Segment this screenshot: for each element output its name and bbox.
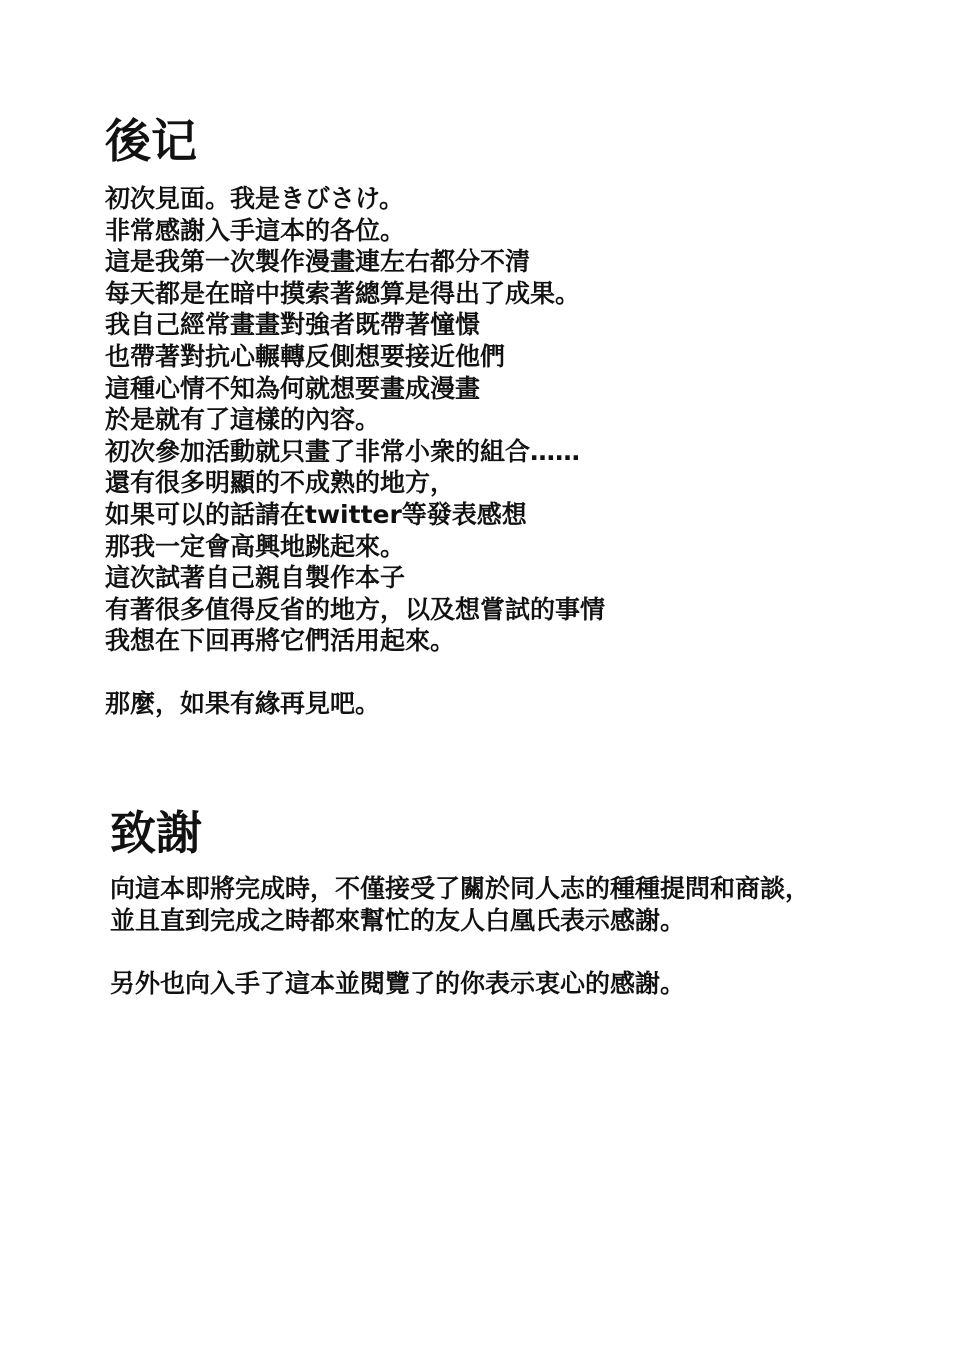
afterword-line: 這是我第一次製作漫畫連左右都分不清: [105, 247, 531, 277]
afterword-line: 如果可以的話請在twitter等發表感想: [105, 499, 527, 529]
afterword-line: 這種心情不知為何就想要畫成漫畫: [105, 373, 481, 403]
afterword-line: 初次參加活動就只畫了非常小衆的組合……: [105, 436, 581, 466]
thanks-extra-line: 另外也向入手了這本並閱覽了的你表示衷心的感謝。: [110, 969, 686, 998]
afterword-line: 非常感謝入手這本的各位。: [105, 215, 406, 245]
afterword-line: 每天都是在暗中摸索著總算是得出了成果。: [105, 278, 581, 308]
afterword-line: 這次試著自己親自製作本子: [105, 563, 406, 593]
afterword-line: 也帶著對抗心輾轉反側想要接近他們: [105, 341, 506, 371]
afterword-line: 我想在下回再將它們活用起來。: [105, 626, 456, 656]
thanks-line: 向這本即將完成時，不僅接受了關於同人志的種種提問和商談，: [110, 874, 811, 903]
afterword-line: 還有很多明顯的不成熟的地方，: [105, 468, 456, 498]
afterword-body: [105, 183, 605, 657]
thanks-line: 並且直到完成之時都來幫忙的友人白凰氏表示感謝。: [110, 905, 686, 935]
thanks-extra: [110, 968, 685, 1000]
afterword-line: 我自己經常畫畫對強者既帶著憧憬: [105, 310, 481, 340]
afterword-closing: [105, 688, 380, 720]
afterword-line: 那我一定會高興地跳起來。: [105, 531, 406, 561]
closing-line: 那麼，如果有緣再見吧。: [105, 689, 381, 718]
thanks-title: 致謝: [110, 806, 202, 860]
afterword-title: 後记: [105, 114, 197, 168]
afterword-line: 初次見面。我是きびさけ。: [105, 184, 405, 213]
afterword-line: 有著很多值得反省的地方，以及想嘗試的事情: [105, 594, 606, 624]
thanks-body: [110, 873, 810, 936]
afterword-line: 於是就有了這樣的內容。: [105, 405, 381, 435]
